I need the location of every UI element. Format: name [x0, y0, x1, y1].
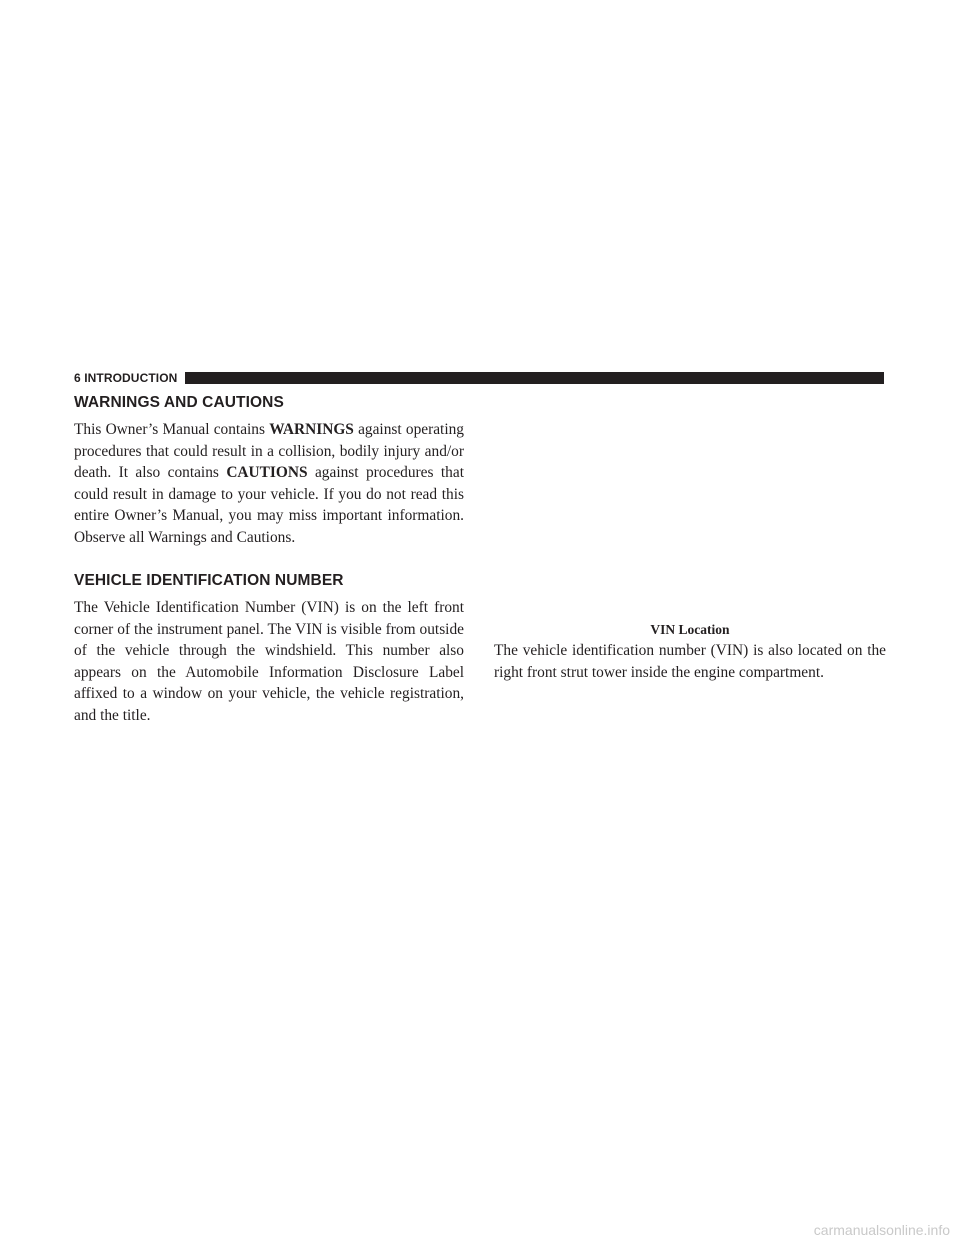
warnings-keyword: WARNINGS: [269, 421, 354, 438]
vin-heading: VEHICLE IDENTIFICATION NUMBER: [74, 572, 344, 589]
warnings-heading: WARNINGS AND CAUTIONS: [74, 394, 284, 411]
warnings-text-2: against operating procedures that could result in a collision, bodily injury and/or death. It also contains: [74, 421, 464, 481]
vin-paragraph-2: The vehicle identification number (VIN) is also located on the right front strut tower inside the engine compartment.: [494, 642, 886, 681]
left-column: [74, 392, 464, 726]
warnings-text-1: This Owner’s Manual contains: [74, 421, 270, 438]
figure-caption: VIN Location: [650, 622, 730, 637]
right-column: [494, 392, 886, 683]
vin-location-figure: [494, 392, 886, 620]
warnings-text-3: against procedures that could result in damage to your vehicle. If you do not read this entire Owner’s Manual, you may miss important information. Observe all Warnings and Cautions.: [74, 464, 464, 546]
page-header: [74, 370, 884, 386]
vin-paragraph-1: The Vehicle Identification Number (VIN) is on the left front corner of the instrument panel. The VIN is visible from outside of the vehicle through the windshield. This number also appears on the Automobile Information Disclosure Label affixed to a window on your vehicle, the vehicle registration, and the title.: [74, 599, 464, 724]
header-rule: [185, 372, 884, 384]
page-number-label: 6 INTRODUCTION: [74, 371, 178, 385]
cautions-keyword: CAUTIONS: [226, 464, 308, 481]
watermark: carmanualsonline.info: [813, 1222, 950, 1238]
warnings-paragraph: [74, 419, 464, 548]
